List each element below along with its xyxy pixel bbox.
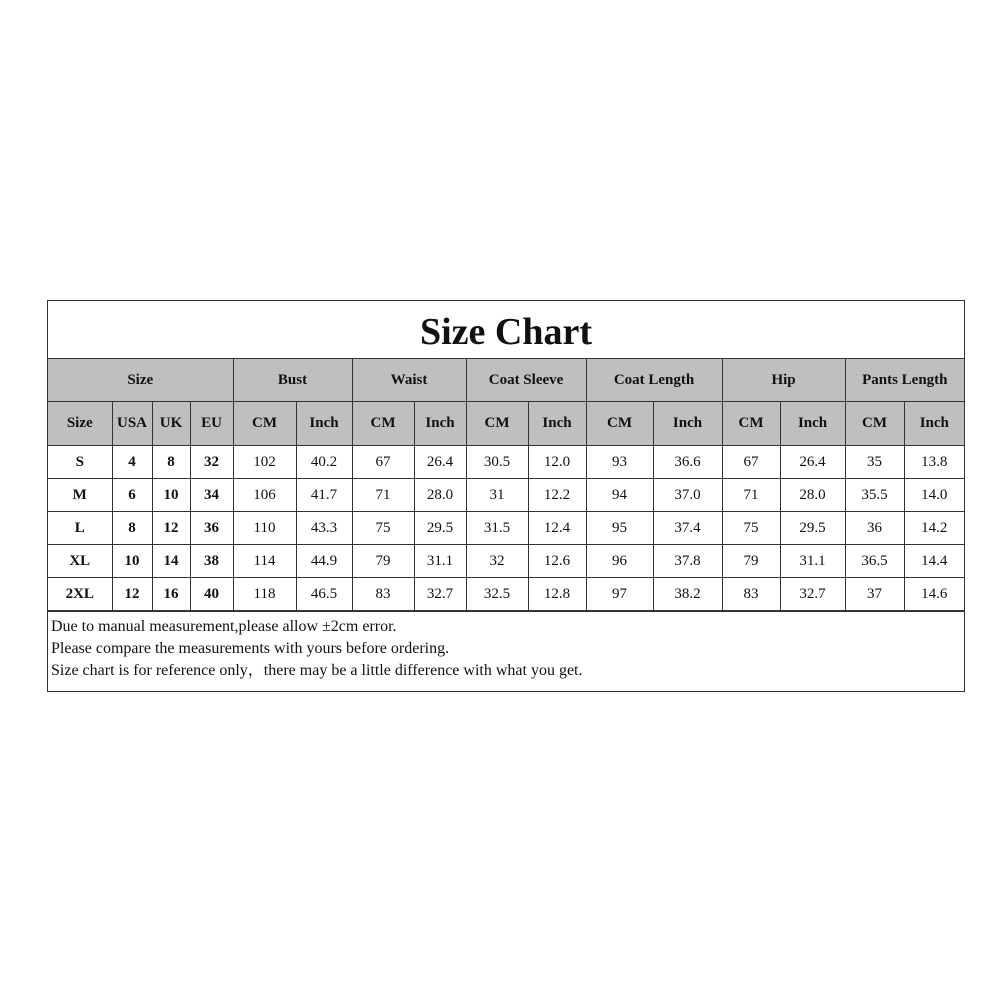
table-cell: 31.1	[414, 545, 466, 578]
table-cell: L	[48, 512, 112, 545]
table-cell: 32	[190, 446, 233, 479]
chart-title: Size Chart	[48, 301, 964, 359]
table-cell: 10	[112, 545, 152, 578]
table-cell: 44.9	[296, 545, 352, 578]
size-table	[48, 359, 964, 611]
sub-header-cell: CM	[586, 402, 653, 446]
note-line: Please compare the measurements with yours before ordering.	[51, 640, 450, 657]
sub-header-cell: Inch	[904, 402, 964, 446]
sub-header-cell: CM	[233, 402, 296, 446]
table-cell: 12.2	[528, 479, 586, 512]
table-cell: 106	[233, 479, 296, 512]
table-cell: 71	[352, 479, 414, 512]
table-cell: 32.7	[780, 578, 845, 611]
table-cell: 35	[845, 446, 904, 479]
table-cell: 34	[190, 479, 233, 512]
table-cell: 32	[466, 545, 528, 578]
table-cell: 37.8	[653, 545, 722, 578]
table-cell: 118	[233, 578, 296, 611]
table-cell: 67	[722, 446, 780, 479]
table-cell: 94	[586, 479, 653, 512]
table-cell: 12.4	[528, 512, 586, 545]
table-cell: 12.0	[528, 446, 586, 479]
table-cell: 38	[190, 545, 233, 578]
table-cell: 38.2	[653, 578, 722, 611]
table-cell: 37.0	[653, 479, 722, 512]
table-cell: 8	[152, 446, 190, 479]
notes-section	[48, 611, 964, 691]
group-header-hip: Hip	[722, 359, 845, 402]
table-cell: 12.6	[528, 545, 586, 578]
sub-header-cell: Inch	[528, 402, 586, 446]
table-cell: 96	[586, 545, 653, 578]
table-cell: 31.1	[780, 545, 845, 578]
table-cell: 36.6	[653, 446, 722, 479]
table-cell: 97	[586, 578, 653, 611]
sub-header-cell: CM	[845, 402, 904, 446]
table-cell: 40	[190, 578, 233, 611]
sub-header-cell: CM	[352, 402, 414, 446]
table-cell: 95	[586, 512, 653, 545]
table-cell: 79	[352, 545, 414, 578]
table-cell: 67	[352, 446, 414, 479]
table-cell: 10	[152, 479, 190, 512]
group-header-waist: Waist	[352, 359, 466, 402]
table-cell: 28.0	[414, 479, 466, 512]
sub-header-cell: USA	[112, 402, 152, 446]
sub-header-cell: EU	[190, 402, 233, 446]
table-cell: 4	[112, 446, 152, 479]
group-header-coat-length: Coat Length	[586, 359, 722, 402]
table-cell: 8	[112, 512, 152, 545]
group-header-size: Size	[48, 359, 233, 402]
table-cell: 75	[722, 512, 780, 545]
sub-header-cell: UK	[152, 402, 190, 446]
sub-header-cell: Inch	[414, 402, 466, 446]
table-cell: 26.4	[414, 446, 466, 479]
table-cell: 37	[845, 578, 904, 611]
table-cell: 26.4	[780, 446, 845, 479]
group-header-coat-sleeve: Coat Sleeve	[466, 359, 586, 402]
table-cell: XL	[48, 545, 112, 578]
table-cell: S	[48, 446, 112, 479]
table-cell: 75	[352, 512, 414, 545]
table-cell: 36.5	[845, 545, 904, 578]
table-cell: 2XL	[48, 578, 112, 611]
table-cell: 35.5	[845, 479, 904, 512]
group-header-bust: Bust	[233, 359, 352, 402]
table-row	[48, 446, 964, 479]
table-cell: 46.5	[296, 578, 352, 611]
table-cell: 36	[190, 512, 233, 545]
group-header-row	[48, 359, 964, 402]
note-line: Size chart is for reference only，there may be a little difference with what you get.	[51, 662, 583, 679]
table-cell: 36	[845, 512, 904, 545]
table-cell: 102	[233, 446, 296, 479]
note-line: Due to manual measurement,please allow ±2cm error.	[51, 618, 397, 635]
table-cell: 29.5	[414, 512, 466, 545]
table-cell: 6	[112, 479, 152, 512]
table-cell: 28.0	[780, 479, 845, 512]
table-cell: 41.7	[296, 479, 352, 512]
sub-header-cell: Size	[48, 402, 112, 446]
table-cell: 12.8	[528, 578, 586, 611]
table-cell: 110	[233, 512, 296, 545]
table-row	[48, 545, 964, 578]
table-row	[48, 512, 964, 545]
table-cell: 29.5	[780, 512, 845, 545]
table-cell: 14.0	[904, 479, 964, 512]
table-cell: 71	[722, 479, 780, 512]
table-cell: 93	[586, 446, 653, 479]
table-cell: 14.4	[904, 545, 964, 578]
group-header-pants-length: Pants Length	[845, 359, 964, 402]
table-cell: 79	[722, 545, 780, 578]
table-cell: 40.2	[296, 446, 352, 479]
table-cell: 43.3	[296, 512, 352, 545]
table-cell: 83	[722, 578, 780, 611]
sub-header-cell: Inch	[653, 402, 722, 446]
table-cell: 14.2	[904, 512, 964, 545]
sub-header-cell: Inch	[780, 402, 845, 446]
table-cell: 12	[152, 512, 190, 545]
table-cell: 83	[352, 578, 414, 611]
table-cell: 14.6	[904, 578, 964, 611]
table-cell: 31.5	[466, 512, 528, 545]
table-cell: 30.5	[466, 446, 528, 479]
table-row	[48, 479, 964, 512]
table-cell: 32.5	[466, 578, 528, 611]
table-cell: 12	[112, 578, 152, 611]
table-row	[48, 578, 964, 611]
table-cell: 31	[466, 479, 528, 512]
table-cell: 114	[233, 545, 296, 578]
table-cell: 13.8	[904, 446, 964, 479]
size-chart	[47, 300, 965, 692]
table-cell: 14	[152, 545, 190, 578]
sub-header-cell: CM	[722, 402, 780, 446]
table-cell: 32.7	[414, 578, 466, 611]
sub-header-cell: CM	[466, 402, 528, 446]
table-cell: M	[48, 479, 112, 512]
table-cell: 37.4	[653, 512, 722, 545]
sub-header-cell: Inch	[296, 402, 352, 446]
sub-header-row	[48, 402, 964, 446]
table-cell: 16	[152, 578, 190, 611]
